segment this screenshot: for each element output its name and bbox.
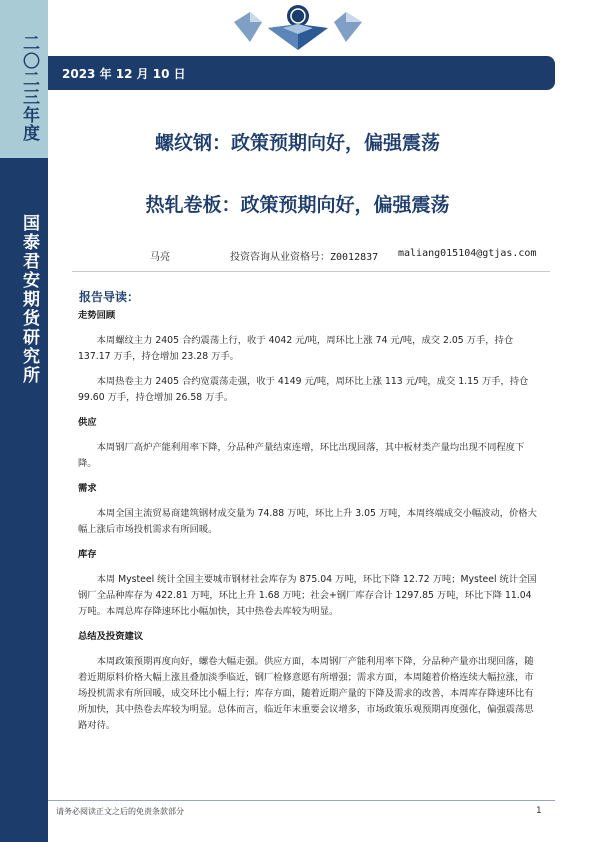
company-logo-icon: [228, 2, 368, 52]
report-year-label: 二〇二三年度: [19, 34, 39, 142]
supply-heading: 供应: [78, 417, 97, 428]
review-hrc-paragraph: 本周热卷主力 2405 合约宽震荡走强，收于 4149 元/吨，周环比上涨 113 元/吨，成交 1.15 万手，持仓 99.60 万手，持仓增加 26.58 万手。: [78, 376, 529, 403]
disclaimer-note: 请务必阅读正文之后的免责条款部分: [56, 807, 184, 816]
report-guide-heading: 报告导读：: [79, 290, 140, 304]
report-body: [78, 308, 542, 743]
date-banner: [48, 56, 555, 90]
hrc-title: 热轧卷板：政策预期向好，偏强震荡: [145, 194, 450, 216]
author-info: [0, 246, 595, 264]
author-email[interactable]: maliang015104@gtjas.com: [398, 248, 537, 259]
institute-name: 国泰君安期货研究所: [19, 214, 39, 385]
rebar-title: 螺纹钢：政策预期向好，偏强震荡: [154, 132, 440, 154]
review-heading: 走势回顾: [78, 310, 116, 321]
author-qualification: 投资咨询从业资格号：Z0012837: [230, 252, 379, 263]
header-divider: [72, 271, 550, 272]
inventory-paragraph: 本周 Mysteel 统计全国主要城市钢材社会库存为 875.04 万吨，环比下降 12.72 万吨；Mysteel 统计全国钢厂全品种库存为 422.81 万吨，环比上升 1.68 万吨；社会+钢厂库存合计 1297.85 万吨，环比下降 11.04 万吨。本周总库存降速环比小幅加快，其中热卷去库较为明显。: [78, 574, 537, 617]
summary-heading: 总结及投资建议: [78, 631, 144, 642]
review-rebar-paragraph: 本周螺纹主力 2405 合约震荡上行，收于 4042 元/吨，周环比上涨 74 元/吨，成交 2.05 万手，持仓 137.17 万手，持仓增加 23.28 万手。: [78, 335, 514, 362]
summary-paragraph: 本周政策预期再度向好，螺卷大幅走强。供应方面，本周钢厂产能利用率下降，分品种产量亦出现回落，随着近期原料价格大幅上涨且叠加淡季临近，钢厂检修意愿有所增强；需求方面，本周随着价格连续大幅拉涨，市场投机需求有所回暖，成交环比小幅上行；库存方面，随着近期产量的下降及需求的改善，本周库存降速环比有所加快，其中热卷去库较为明显。总体而言，临近年末重要会议增多，市场政策乐观预期再度强化，偏强震荡思路对待。: [78, 656, 534, 731]
report-date: 2023 年 12 月 10 日: [62, 67, 186, 81]
inventory-heading: 库存: [78, 549, 97, 560]
supply-paragraph: 本周钢厂高炉产能利用率下降，分品种产量结束连增，环比出现回落，其中板材类产量均出现不同程度下降。: [78, 442, 525, 469]
demand-paragraph: 本周全国主流贸易商建筑钢材成交量为 74.88 万吨，环比上升 3.05 万吨，本周终端成交小幅波动，价格大幅上涨后市场投机需求有所回暖。: [78, 508, 537, 535]
page-number: 1: [536, 806, 542, 816]
author-name: 马亮: [150, 252, 170, 263]
footer-divider: [48, 800, 555, 801]
demand-heading: 需求: [78, 483, 97, 494]
